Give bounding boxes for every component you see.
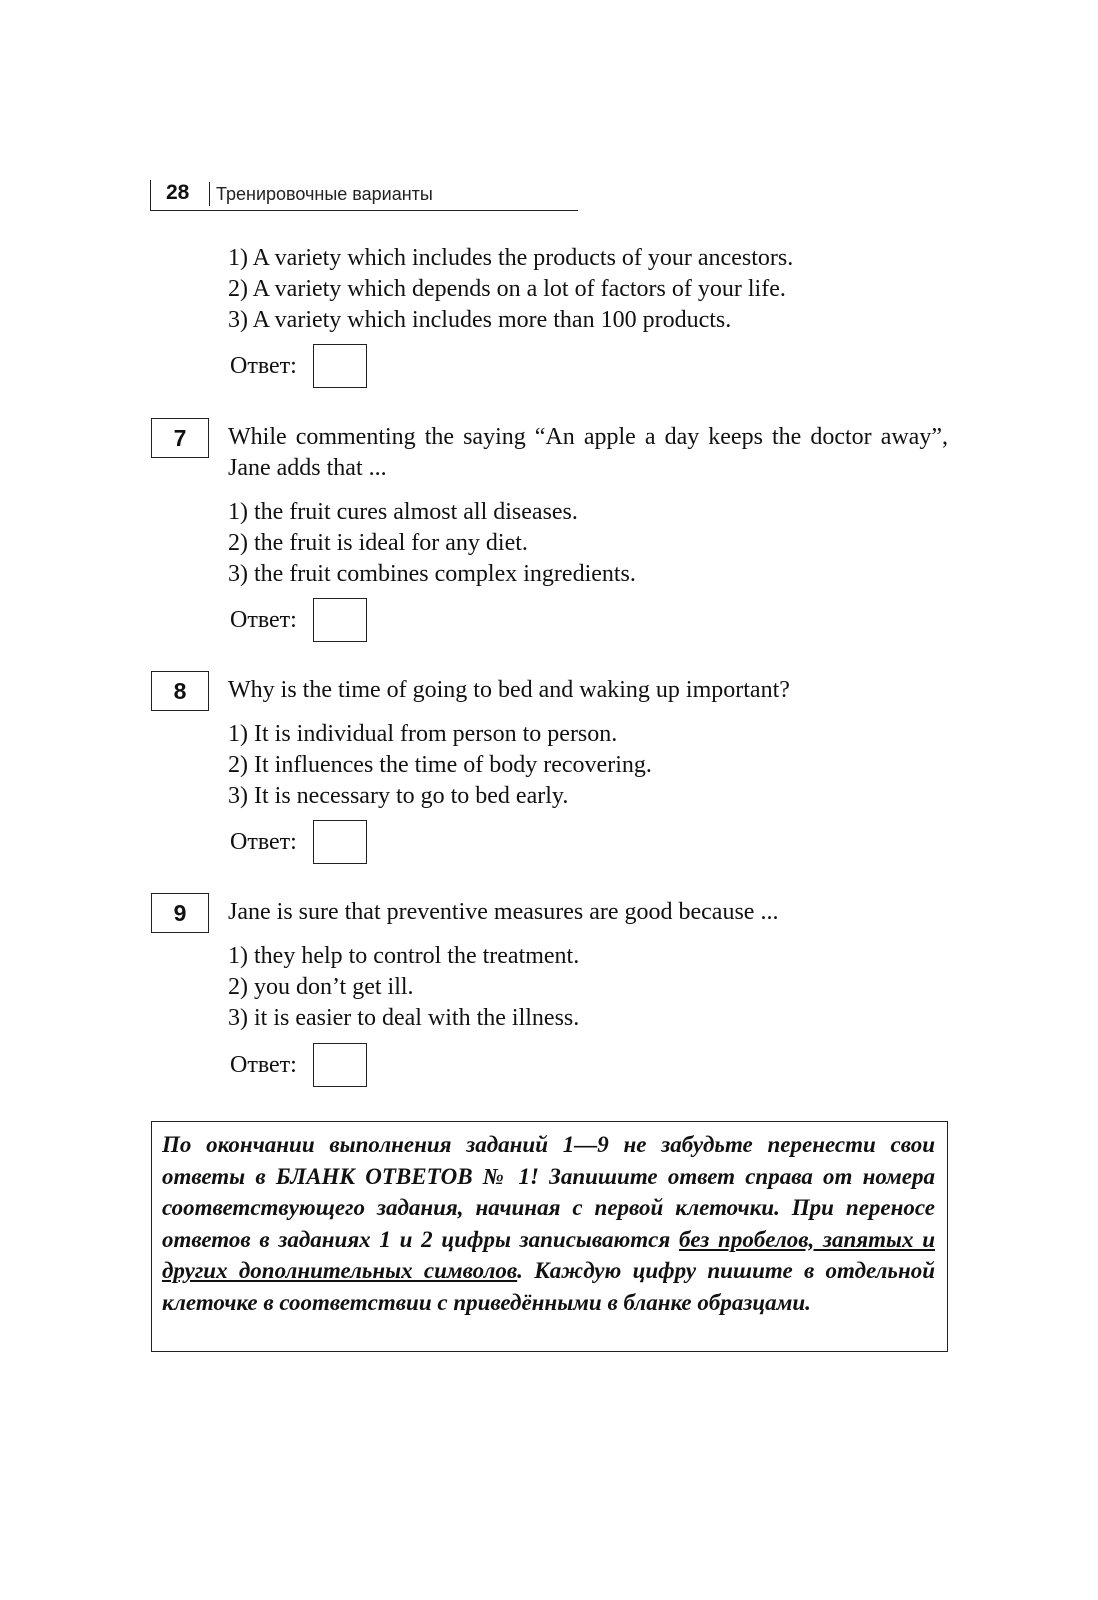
option-6-3: 3) A variety which includes more than 100 products.: [228, 307, 732, 333]
header-left-rule: [150, 180, 151, 210]
answer-label-9: Ответ:: [230, 1052, 297, 1078]
answer-label-7: Ответ:: [230, 607, 297, 633]
question-number-9: 9: [151, 893, 209, 933]
option-7-1: 1) the fruit cures almost all diseases.: [228, 499, 578, 525]
answer-box-8[interactable]: [313, 820, 367, 864]
option-7-2: 2) the fruit is ideal for any diet.: [228, 530, 528, 556]
answer-label-6: Ответ:: [230, 353, 297, 379]
option-9-3: 3) it is easier to deal with the illness.: [228, 1005, 580, 1031]
notice-text-part1: По окончании выполнения заданий 1—9 не забудьте перенести свои ответы в БЛАНК ОТВЕТОВ № 1! Запишите ответ справа от номера соответствующего задания, начиная с первой клеточки. При переносе ответов в заданиях 1 и 2 цифры записываются: [162, 1132, 935, 1252]
answer-label-8: Ответ:: [230, 829, 297, 855]
option-8-1: 1) It is individual from person to person.: [228, 721, 618, 747]
option-8-3: 3) It is necessary to go to bed early.: [228, 783, 569, 809]
option-7-3: 3) the fruit combines complex ingredients.: [228, 561, 636, 587]
page-number: 28: [166, 181, 190, 204]
option-6-2: 2) A variety which depends on a lot of factors of your life.: [228, 276, 786, 302]
answer-box-6[interactable]: [313, 344, 367, 388]
question-number-7: 7: [151, 418, 209, 458]
question-9-text: Jane is sure that preventive measures are good because ...: [228, 899, 779, 925]
option-8-2: 2) It influences the time of body recovering.: [228, 752, 652, 778]
notice-underlined-text: без пробелов, запятых и других дополнительных символов: [162, 1226, 935, 1283]
section-title: Тренировочные варианты: [216, 184, 433, 204]
option-9-2: 2) you don’t get ill.: [228, 974, 414, 1000]
header-separator: [209, 182, 210, 206]
question-number-8: 8: [151, 671, 209, 711]
answer-box-7[interactable]: [313, 598, 367, 642]
notice-text-part2: . Каждую цифру пишите в отдельной клеточке в соответствии с приведёнными в бланке образцами.: [162, 1258, 936, 1315]
question-7-text: While commenting the saying “An apple a day keeps the doctor away”, Jane adds that ...: [228, 424, 948, 481]
option-6-1: 1) A variety which includes the products of your ancestors.: [228, 245, 794, 271]
instruction-notice: [151, 1121, 948, 1352]
answer-box-9[interactable]: [313, 1043, 367, 1087]
option-9-1: 1) they help to control the treatment.: [228, 943, 580, 969]
question-8-text: Why is the time of going to bed and waking up important?: [228, 677, 790, 703]
page-header: [150, 180, 578, 211]
